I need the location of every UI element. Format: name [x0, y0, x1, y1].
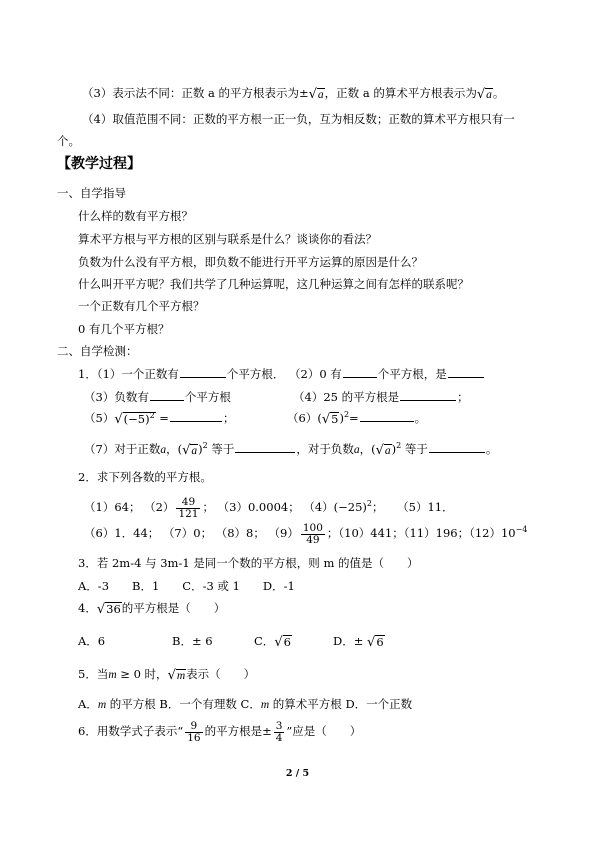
answer-blank[interactable] — [235, 441, 295, 453]
e7-text-i: 。 — [485, 442, 498, 456]
t5-text-c: 表示（ ） — [186, 667, 256, 681]
e1-text-a: 1．（1）一个正数有 — [78, 367, 179, 381]
exponent: −4 — [515, 525, 528, 534]
sqrt-a-symbol: √a — [182, 442, 198, 458]
e6-text-a: （6）( — [287, 411, 322, 425]
exercise-1-4 — [293, 389, 469, 404]
e1-text-d: 个平方根，是 — [377, 367, 447, 381]
e7-text-a: （7）对于正数 — [84, 442, 161, 456]
task-4-option-c — [254, 634, 292, 650]
p3-mid: ，正数 a 的算术平方根表示为 — [324, 86, 477, 100]
question-3: 负数为什么没有平方根，即负数不能进行开平方运算的原因是什么？ — [78, 255, 423, 269]
e7-exponent: 2 — [396, 441, 402, 450]
e3-text-b: 个平方根 — [184, 390, 231, 404]
question-6: 0 有几个平方根？ — [78, 322, 170, 336]
task-4 — [78, 601, 225, 617]
task-4-option-a: A．6 — [78, 634, 106, 648]
sqrt-symbol: √6 — [367, 634, 384, 650]
option-label: D．± — [333, 634, 368, 648]
section-2-title: 二、自学检测： — [57, 344, 138, 358]
opt-part: 的算术平方根 D．一个正数 — [269, 697, 413, 711]
answer-blank[interactable] — [429, 441, 485, 453]
var-m: m — [108, 669, 117, 681]
t2-item: （3）0.0004； — [217, 500, 300, 514]
para-3 — [82, 86, 504, 102]
answer-blank[interactable] — [150, 389, 184, 401]
fraction: $\frac{100}{49}$ — [302, 521, 323, 546]
var-a: a — [353, 444, 360, 456]
opt-part: 的平方根 B．一个有理数 C． — [106, 697, 261, 711]
exponent: 2 — [366, 499, 373, 508]
e3-text-a: （3）负数有 — [84, 390, 149, 404]
t2-item: （2） — [144, 500, 175, 514]
task-3: 3．若 2m-4 与 3m-1 是同一个数的平方根，则 m 的值是（ ） — [78, 556, 419, 570]
e7-text-f: ，( — [359, 442, 376, 456]
answer-blank[interactable] — [360, 410, 414, 422]
t6-text-c: ”应是（ ） — [286, 724, 362, 738]
answer-blank[interactable] — [400, 389, 456, 401]
task-3-options: A．-3 B．1 C．-3 或 1 D．-1 — [78, 579, 295, 593]
t2-item: ； — [202, 500, 214, 514]
e6-text-c: = — [349, 411, 359, 425]
exercise-1-3 — [84, 389, 231, 404]
sqrt-a-symbol-2: √a — [476, 86, 492, 102]
task-4-option-b: B．± 6 — [172, 634, 213, 648]
answer-blank[interactable] — [170, 410, 222, 422]
exercise-1-2 — [289, 366, 485, 381]
t4-text-b: 的平方根是（ ） — [121, 601, 226, 615]
t5-text-a: 5．当 — [78, 667, 109, 681]
option-label: C． — [254, 634, 275, 648]
e7-text-e: ，对于负数 — [296, 442, 354, 456]
task-5 — [78, 667, 255, 683]
opt-part: m — [97, 699, 107, 711]
answer-blank[interactable] — [448, 366, 484, 378]
fraction: $\frac{9}{16}$ — [187, 719, 201, 744]
question-4: 什么叫开平方呢？我们共学了几种运算呢，这几种运算之间有怎样的联系呢？ — [78, 277, 469, 291]
t2-item: （1）64； — [84, 500, 141, 514]
exercise-1-7 — [84, 441, 497, 458]
t2-item: （9） — [268, 526, 299, 540]
t2-item: （5）11． — [397, 500, 454, 514]
sqrt-symbol: $√(-5)^2$ — [114, 410, 155, 427]
task-4-option-d — [333, 634, 385, 650]
e5-text-a: （5） — [84, 411, 115, 425]
answer-blank[interactable] — [180, 366, 226, 378]
e3-text-c: （4）25 的平方根是 — [293, 390, 400, 404]
exercise-1-5 — [84, 410, 234, 427]
task-2-title: 2．求下列各数的平方根。 — [78, 470, 212, 484]
section-1-title: 一、自学指导 — [57, 186, 126, 200]
e7-text-d: 等于 — [207, 442, 235, 456]
e6-text-d: 。 — [414, 411, 427, 425]
question-2: 算术平方根与平方根的区别与联系是什么？谈谈你的看法？ — [78, 232, 377, 246]
page-number: 2 / 5 — [285, 768, 310, 779]
sqrt-symbol: √6 — [274, 634, 291, 650]
t4-text-a: 4． — [78, 601, 97, 615]
task-2-row-2 — [84, 518, 527, 548]
t5-text-b: ≥ 0 时， — [116, 667, 168, 681]
e5-text-c: ； — [222, 411, 235, 425]
e1-text-c: （2）0 有 — [289, 367, 342, 381]
t2-item: ； — [372, 500, 384, 514]
section-heading: 【教学过程】 — [57, 156, 141, 172]
answer-blank[interactable] — [343, 366, 377, 378]
t6-text-b: 的平方根是± — [204, 724, 272, 738]
t2-item: （6）1．44； — [84, 526, 160, 540]
t2-item: （7）0； — [162, 526, 213, 540]
t2-item: ；（10）441；（11）196；（12）10 — [326, 526, 516, 540]
t2-item: （8）8； — [215, 526, 265, 540]
var-a: a — [160, 444, 167, 456]
e7-text-g: ) — [391, 442, 397, 456]
t2-item: （4）(−25) — [303, 500, 367, 514]
task-5-options — [78, 697, 412, 712]
e7-text-c: ) — [198, 442, 203, 456]
sqrt-symbol: √5 — [321, 411, 339, 427]
question-1: 什么样的数有平方根？ — [78, 209, 193, 223]
exercise-1-6 — [287, 410, 426, 427]
e6-exponent: 2 — [343, 410, 350, 419]
e1-text-b: 个平方根． — [226, 367, 285, 381]
sqrt-a-symbol: √a — [375, 442, 391, 458]
e3-text-d: ； — [457, 390, 469, 404]
e5-text-b: = — [155, 411, 169, 425]
exercise-1-1 — [78, 366, 284, 381]
opt-part: m — [260, 699, 270, 711]
task-6 — [78, 716, 361, 746]
fraction: $\frac{3}{4}$ — [275, 719, 283, 744]
sqrt-m-symbol: √m — [167, 667, 186, 683]
question-5: 一个正数有几个平方根？ — [78, 299, 205, 313]
p3-text: （3）表示法不同：正数 a 的平方根表示为± — [82, 86, 309, 100]
sqrt-a-symbol: √a — [308, 86, 324, 102]
e7-text-h: 等于 — [401, 442, 428, 456]
t6-text-a: 6．用数学式子表示“ — [78, 724, 184, 738]
p3-end: 。 — [492, 86, 505, 100]
sqrt-symbol: √36 — [96, 601, 121, 617]
e7-exponent: 2 — [202, 441, 208, 450]
e6-text-b: ) — [339, 411, 344, 425]
para-4-line1: （4）取值范围不同：正数的平方根一正一负，互为相反数；正数的算术平方根只有一 — [82, 112, 515, 126]
e7-text-b: ，( — [166, 442, 183, 456]
opt-part: A． — [78, 697, 98, 711]
para-4-line2: 个。 — [57, 134, 80, 148]
fraction: $\frac{49}{121}$ — [178, 495, 199, 520]
